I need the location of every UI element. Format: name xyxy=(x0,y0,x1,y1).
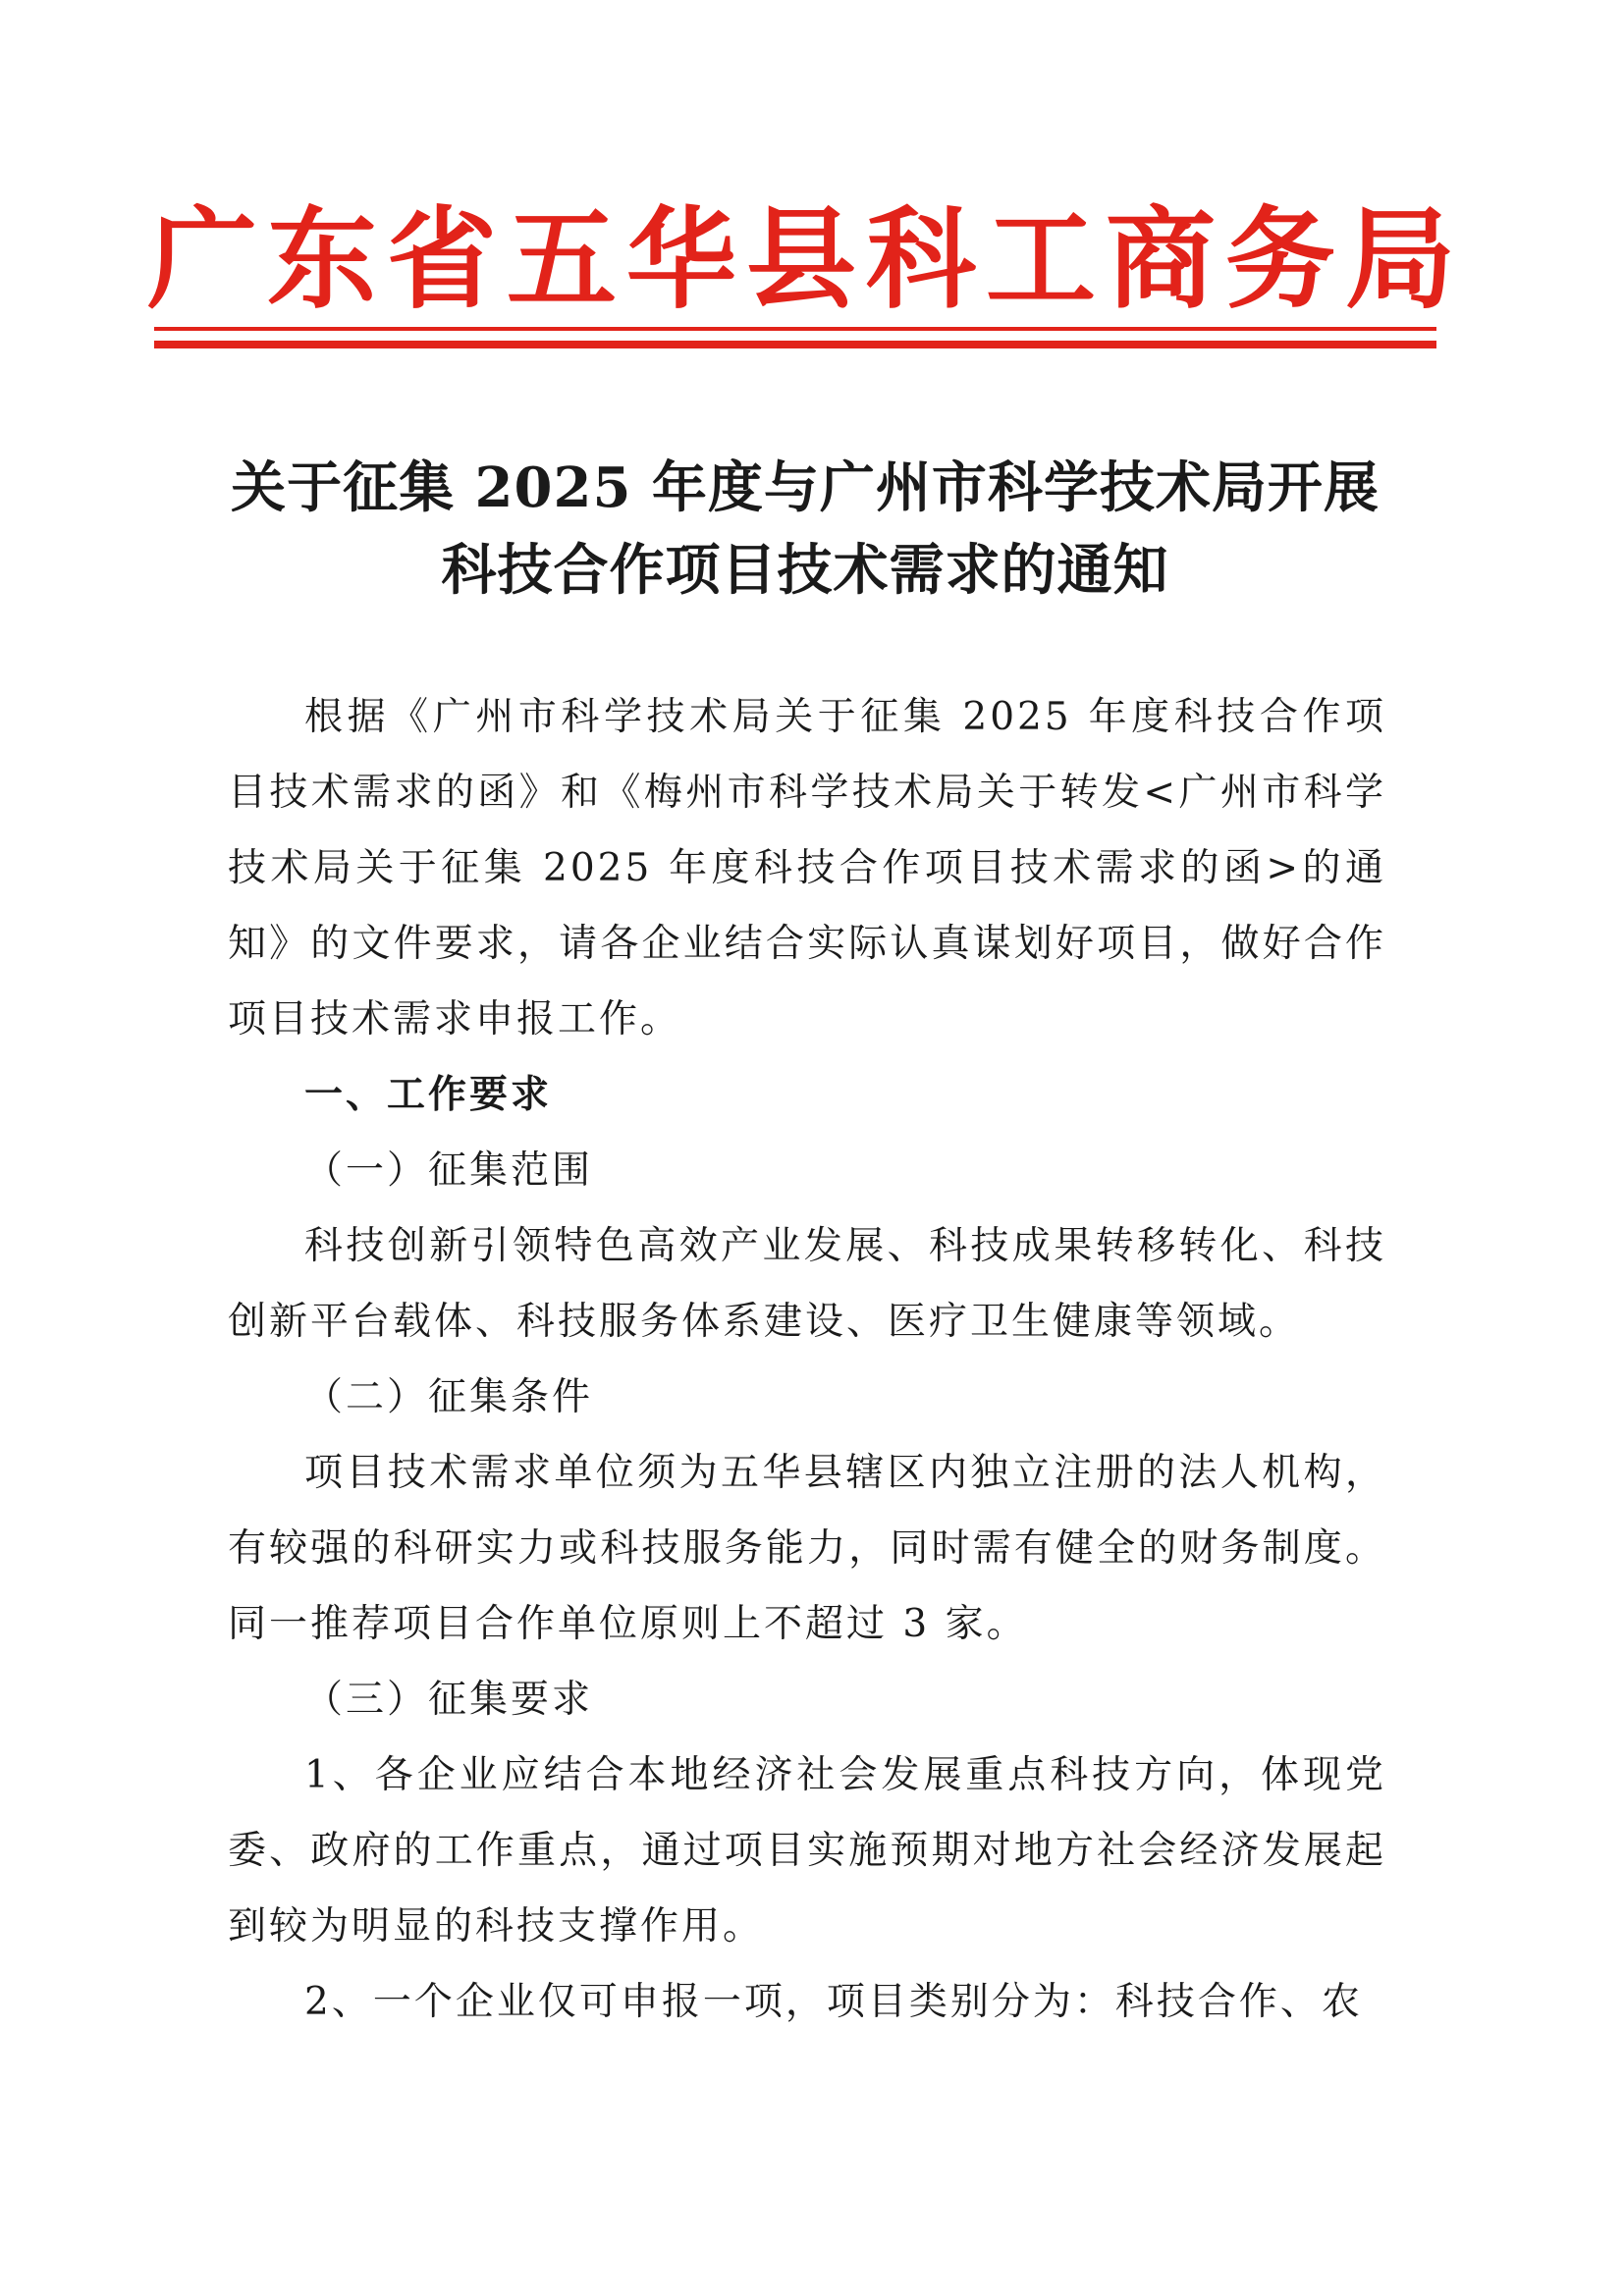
intro-paragraph: 根据《广州市科学技术局关于征集 2025 年度科技合作项目技术需求的函》和《梅州市科学技术局关于转发<广州市科学技术局关于征集 2025 年度科技合作项目技术需求的函>的通知》的文件要求，请各企业结合实际认真谋划好项目，做好合作项目技术需求申报工作。 xyxy=(228,695,1386,1041)
document-title xyxy=(147,447,1463,612)
requirement-item-1: 1、各企业应结合本地经济社会发展重点科技方向，体现党委、政府的工作重点，通过项目实施预期对地方社会经济发展起到较为明显的科技支撑作用。 xyxy=(228,1753,1386,1949)
letterhead-divider-thin xyxy=(154,327,1436,331)
letterhead-org-name: 广东省五华县科工商务局 xyxy=(147,196,1465,324)
section-heading-work-requirements: 一、工作要求 xyxy=(304,1073,553,1117)
document-body xyxy=(228,679,1386,2040)
subsection-text-conditions: 项目技术需求单位须为五华县辖区内独立注册的法人机构，有较强的科研实力或科技服务能力，同时需有健全的财务制度。同一推荐项目合作单位原则上不超过 3 家。 xyxy=(228,1451,1386,1646)
subsection-heading-requirements: （三）征集要求 xyxy=(304,1678,594,1722)
subsection-heading-conditions: （二）征集条件 xyxy=(304,1375,594,1419)
document-title-line-1: 关于征集 2025 年度与广州市科学技术局开展 xyxy=(231,455,1380,520)
letterhead-divider-thick xyxy=(154,341,1436,348)
document-title-line-2: 科技合作项目技术需求的通知 xyxy=(441,538,1169,603)
requirement-item-2: 2、一个企业仅可申报一项，项目类别分为：科技合作、农 xyxy=(304,1980,1363,2024)
subsection-text-scope: 科技创新引领特色高效产业发展、科技成果转移转化、科技创新平台载体、科技服务体系建设、医疗卫生健康等领域。 xyxy=(228,1224,1386,1344)
subsection-heading-scope: （一）征集范围 xyxy=(304,1148,594,1193)
